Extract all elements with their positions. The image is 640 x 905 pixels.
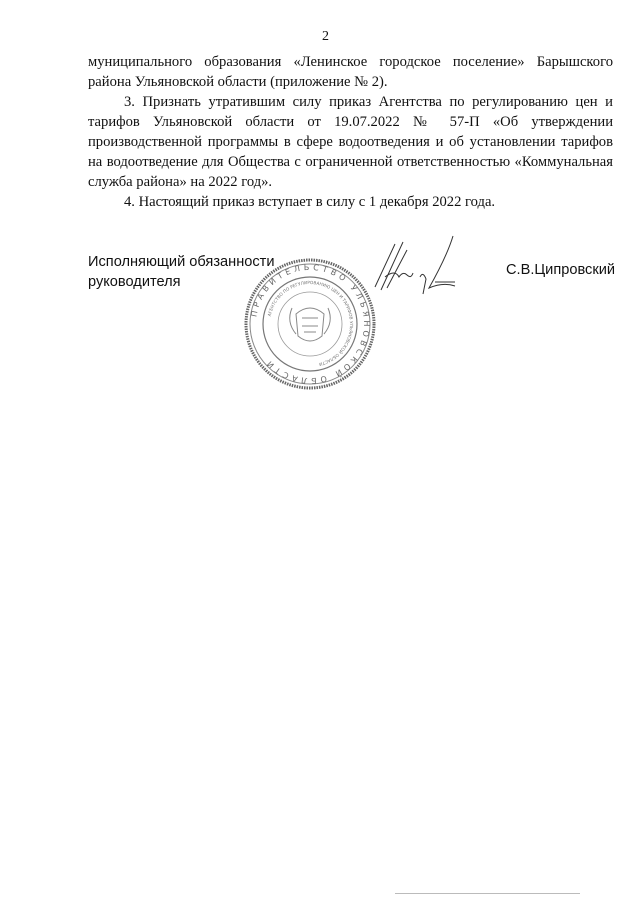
page-number: 2 xyxy=(322,29,329,44)
official-seal xyxy=(242,258,378,390)
position-line-2: руководителя xyxy=(88,274,181,290)
paragraph-3: 3. Признать утратившим силу приказ Агентства по регулированию цен и тарифов Ульяновской области от 19.07.2022 № 57-П «Об утверждении производственной программы в сфере водоотведения и об установлении тарифов на водоотведение для Общества с ограниченной ответственностью «Коммунальная служба района» на 2022 год». xyxy=(88,94,613,190)
signatory-name: С.В.Ципровский xyxy=(506,262,616,278)
position-line-1: Исполняющий обязанности xyxy=(88,254,275,270)
document-body xyxy=(88,52,613,212)
paragraph-4: 4. Настоящий приказ вступает в силу с 1 декабря 2022 года. xyxy=(124,194,496,210)
handwritten-signature xyxy=(365,232,465,307)
footer-rule xyxy=(395,893,580,894)
svg-text:АГЕНТСТВО ПО РЕГУЛИРОВАНИЮ ЦЕН: АГЕНТСТВО ПО РЕГУЛИРОВАНИЮ ЦЕН И ТАРИФОВ УЛЬЯНОВСКОЙ ОБЛАСТИ xyxy=(267,280,354,366)
svg-text:ПРАВИТЕЛЬСТВО УЛЬЯНОВСКОЙ ОБЛА: ПРАВИТЕЛЬСТВО УЛЬЯНОВСКОЙ ОБЛАСТИ xyxy=(249,262,372,386)
paragraph-continuation: муниципального образования «Ленинское городское поселение» Барышского района Ульяновской области (приложение № 2). xyxy=(88,54,613,90)
